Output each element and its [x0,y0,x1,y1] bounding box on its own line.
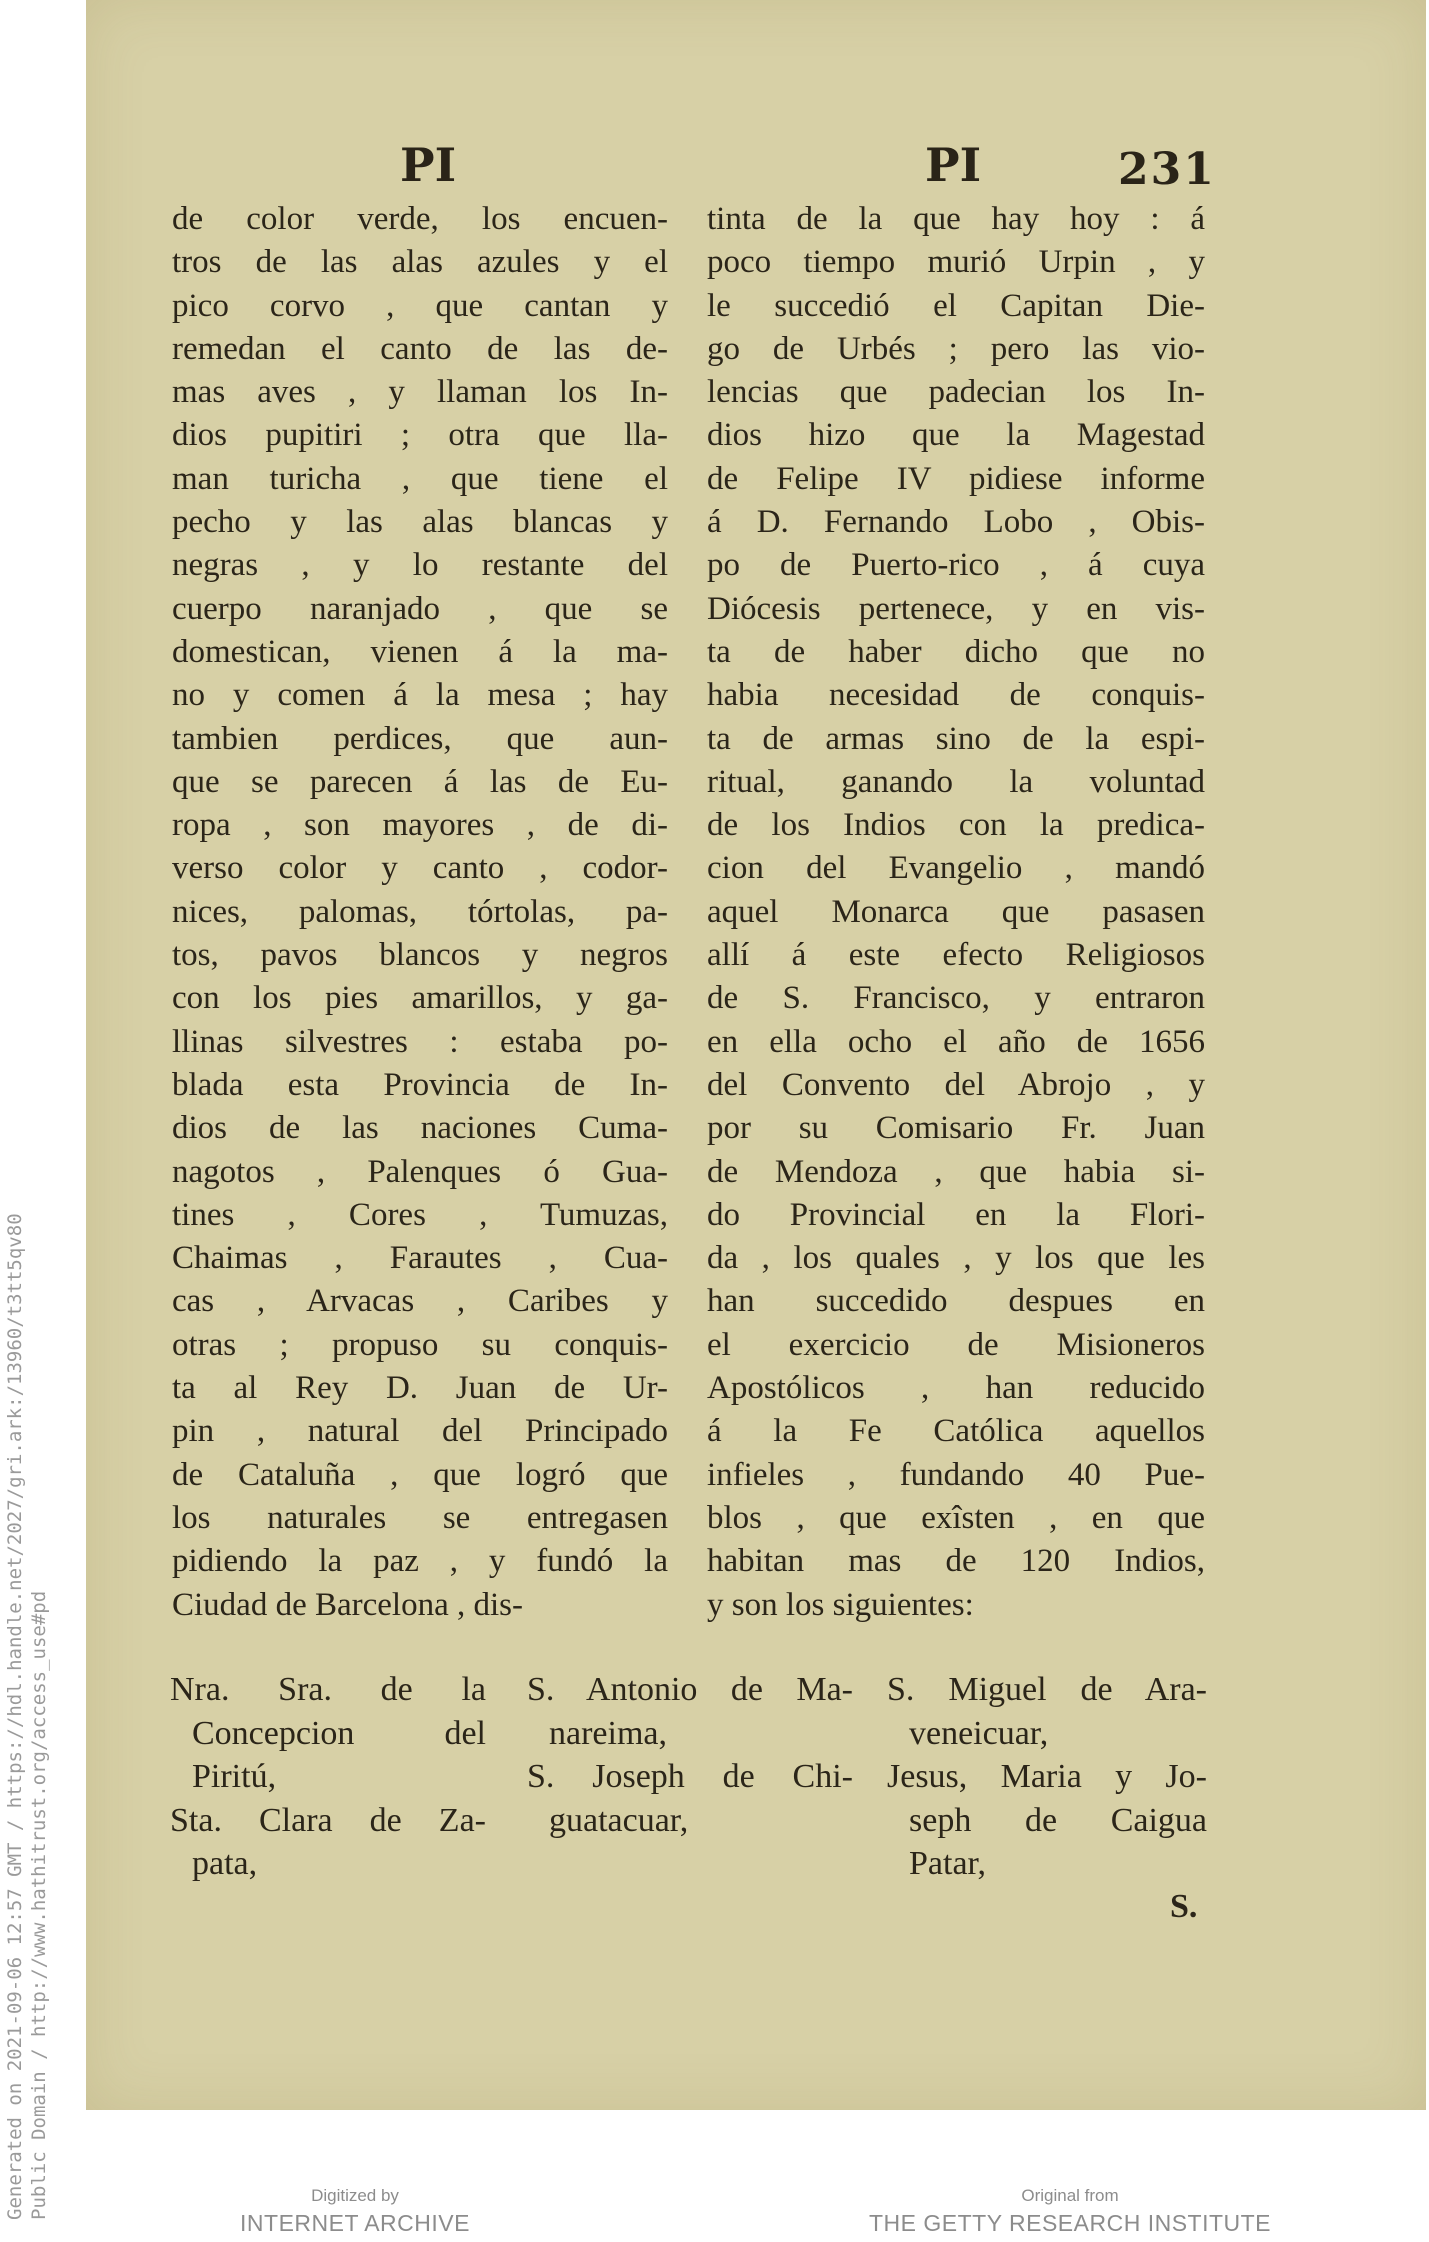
text-line: tinta de la que hay hoy : á [707,201,1205,237]
text-line: cion del Evangelio , mandó [707,850,1205,887]
digitized-by-credit [200,2184,510,2238]
pueblo-name-line: S. Joseph de Chi- [527,1758,853,1795]
text-line: aquel Monarca que pasasen [707,893,1205,930]
text-line: tros de las alas azules y el [172,244,668,281]
text-line: blos , que exîsten , en que [707,1499,1205,1536]
text-line: del Convento del Abrojo , y [707,1066,1205,1103]
text-line: nices, palomas, tórtolas, pa- [172,893,668,930]
text-line: cuerpo naranjado , que se [172,590,668,627]
public-domain-note: Public Domain / http://www.hathitrust.org/access_use#pd [28,1590,50,2220]
text-line: verso color y canto , codor- [172,850,668,887]
text-line: Apostólicos , han reducido [707,1370,1205,1407]
text-line: mas aves , y llaman los In- [172,374,668,411]
text-line: pico corvo , que cantan y [172,287,668,324]
text-line: con los pies amarillos, y ga- [172,980,668,1017]
pueblos-list-column-3 [887,1668,1207,1886]
text-line: ropa , son mayores , de di- [172,807,668,844]
pueblo-name-line: S. Miguel de Ara- [887,1671,1207,1708]
text-line: de Cataluña , que logró que [172,1456,668,1493]
pueblo-name-line: S. Antonio de Ma- [527,1671,853,1708]
text-line: poco tiempo murió Urpin , y [707,244,1205,281]
access-watermark [0,1090,60,2220]
text-line: remedan el canto de las de- [172,330,668,367]
pueblo-name-continuation: Patar, [909,1845,986,1882]
text-line: habitan mas de 120 Indios, [707,1543,1205,1580]
getty-institute-label: THE GETTY RESEARCH INSTITUTE [868,2210,1272,2236]
text-line: da , los quales , y los que les [707,1240,1205,1277]
text-line: allí á este efecto Religiosos [707,937,1205,974]
text-line: de color verde, los encuen- [172,201,668,237]
text-line: Diócesis pertenece, y en vis- [707,590,1205,627]
text-line: cas , Arvacas , Caribes y [172,1283,668,1320]
text-line: otras ; propuso su conquis- [172,1326,668,1363]
text-line: los naturales se entregasen [172,1499,668,1536]
pueblo-entry [527,1755,853,1842]
text-line: go de Urbés ; pero las vio- [707,330,1205,367]
pueblo-name-continuation: Piritú, [192,1758,277,1795]
text-line: lencias que padecian los In- [707,374,1205,411]
running-head-right: PI [925,138,982,192]
pueblo-name-continuation: seph de Caigua [909,1801,1207,1839]
original-from-credit [840,2184,1300,2238]
text-line: llinas silvestres : estaba po- [172,1023,668,1060]
text-line: por su Comisario Fr. Juan [707,1110,1205,1147]
text-line: blada esta Provincia de In- [172,1066,668,1103]
text-line: ta de armas sino de la espi- [707,720,1205,757]
text-line: ta de haber dicho que no [707,633,1205,670]
pueblo-entry [527,1668,853,1755]
pueblo-name-continuation: Concepcion del [192,1714,486,1752]
text-line: po de Puerto-rico , á cuya [707,547,1205,584]
right-text-column [707,198,1205,1627]
pueblo-entry [887,1668,1207,1755]
text-line: le succedió el Capitan Die- [707,287,1205,324]
running-head-left: PI [400,138,457,192]
pueblo-name-line: Nra. Sra. de la [170,1671,486,1708]
text-line: tines , Cores , Tumuzas, [172,1196,668,1233]
left-text-column [172,198,668,1627]
pueblo-entry [887,1755,1207,1886]
pueblo-name-continuation: pata, [192,1845,258,1882]
text-line: infieles , fundando 40 Pue- [707,1456,1205,1493]
text-line: pecho y las alas blancas y [172,504,668,541]
text-line: tambien perdices, que aun- [172,720,668,757]
catchword: S. [1170,1888,1198,1925]
original-from-label: Original from [1021,2186,1119,2205]
text-line: pin , natural del Principado [172,1413,668,1450]
text-line: negras , y lo restante del [172,547,668,584]
text-line: dios de las naciones Cuma- [172,1110,668,1147]
text-line: man turicha , que tiene el [172,460,668,497]
digitized-by-label: Digitized by [311,2186,399,2205]
pueblos-list-column-1 [170,1668,486,1886]
text-line: do Provincial en la Flori- [707,1196,1205,1233]
text-line: dios hizo que la Magestad [707,417,1205,454]
pueblo-name-line: Sta. Clara de Za- [170,1801,486,1839]
pueblo-name-continuation: guatacuar, [549,1801,689,1839]
text-line: de Felipe IV pidiese informe [707,460,1205,497]
text-line: ritual, ganando la voluntad [707,763,1205,800]
text-line: á D. Fernando Lobo , Obis- [707,504,1205,541]
text-line: en ella ocho el año de 1656 [707,1023,1205,1060]
pueblo-name-continuation: veneicuar, [909,1714,1049,1752]
text-line: habia necesidad de conquis- [707,677,1205,714]
text-line: de S. Francisco, y entraron [707,980,1205,1017]
text-line: domestican, vienen á la ma- [172,633,668,670]
text-line: dios pupitiri ; otra que lla- [172,417,668,454]
text-line: de los Indios con la predica- [707,807,1205,844]
text-line: el exercicio de Misioneros [707,1326,1205,1363]
text-line: nagotos , Palenques ó Gua- [172,1153,668,1190]
text-line: pidiendo la paz , y fundó la [172,1543,668,1580]
generated-note: Generated on 2021-09-06 12:57 GMT / https://hdl.handle.net/2027/gri.ark:/13960/t3tt5qv80 [4,1213,26,2220]
text-line: que se parecen á las de Eu- [172,763,668,800]
text-line: tos, pavos blancos y negros [172,937,668,974]
text-line: y son los siguientes: [707,1586,974,1623]
pueblo-name-continuation: nareima, [549,1714,667,1752]
text-line: no y comen á la mesa ; hay [172,677,668,714]
text-line: de Mendoza , que habia si- [707,1153,1205,1190]
text-line: ta al Rey D. Juan de Ur- [172,1370,668,1407]
pueblo-entry [170,1799,486,1886]
text-line: han succedido despues en [707,1283,1205,1320]
internet-archive-label: INTERNET ARCHIVE [240,2210,470,2236]
text-line: Ciudad de Barcelona , dis- [172,1586,523,1623]
page-number: 231 [1118,144,1216,195]
pueblo-name-line: Jesus, Maria y Jo- [887,1758,1207,1795]
pueblo-entry [170,1668,486,1799]
pueblos-list-column-2 [527,1668,853,1842]
text-line: á la Fe Católica aquellos [707,1413,1205,1450]
text-line: Chaimas , Farautes , Cua- [172,1240,668,1277]
